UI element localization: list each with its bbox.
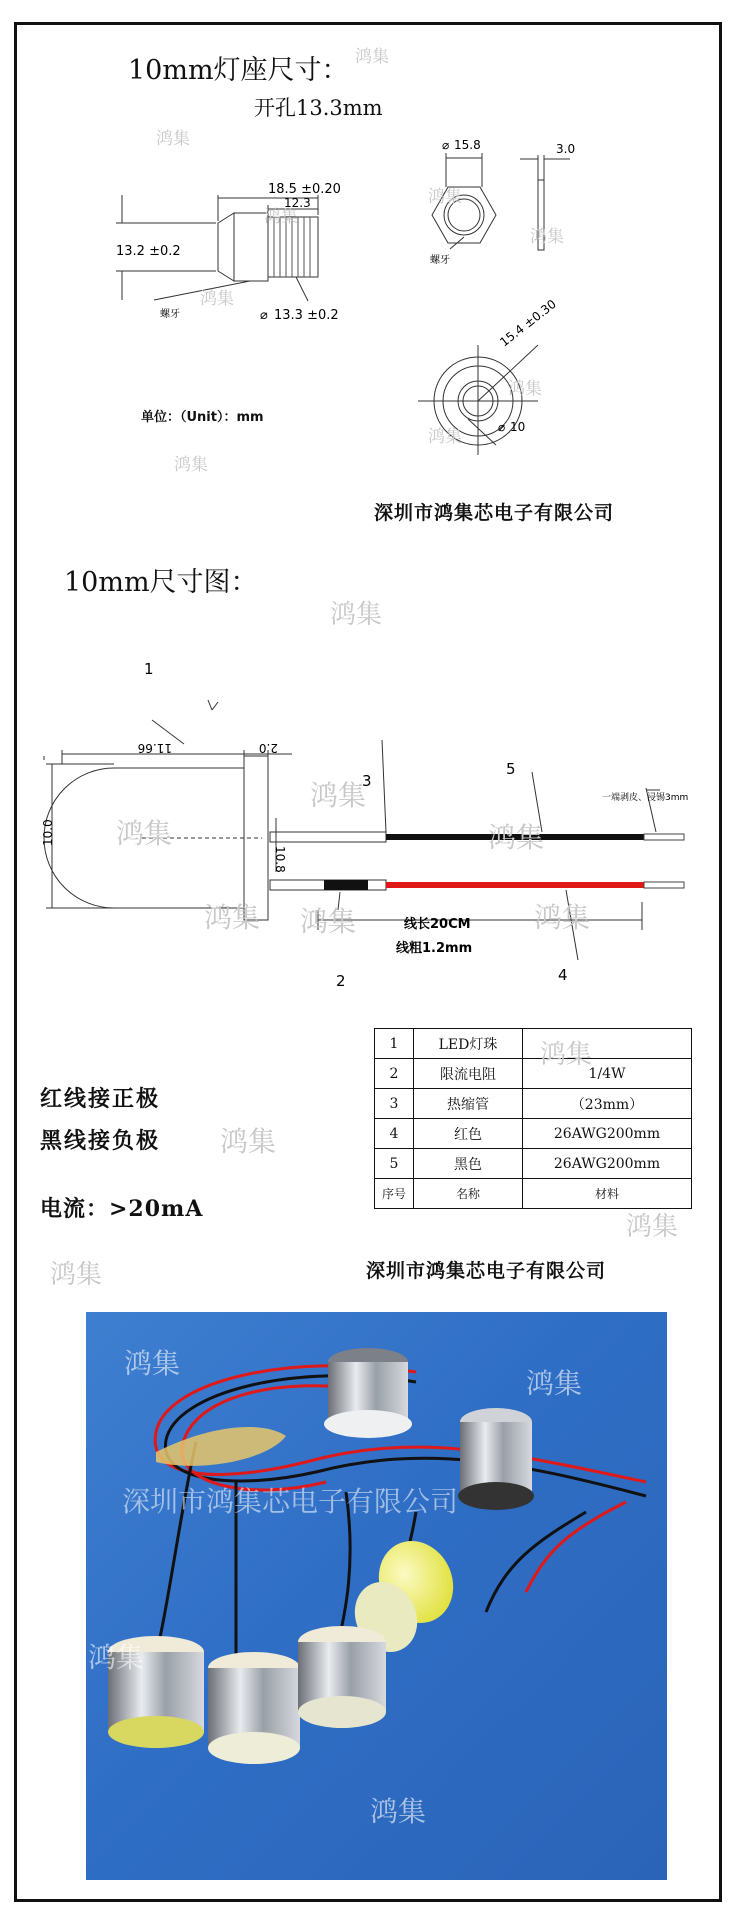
dim-flange-diameter: 10.8 <box>273 846 287 873</box>
current-note: 电流：>20mA <box>40 1196 204 1222</box>
dim-height: 13.2 ±0.2 <box>116 244 181 259</box>
watermark: 鸿集 <box>124 1347 181 1380</box>
dim-body-length: 11.66 <box>137 741 172 755</box>
watermark: 鸿集 <box>370 1795 427 1828</box>
watermark: 鸿集 <box>540 1040 593 1070</box>
watermark: 鸿集 <box>300 905 357 938</box>
socket-head-shape <box>218 213 234 281</box>
unit-label: 单位：（Unit）：mm <box>141 410 264 425</box>
watermark: 鸿集 <box>428 187 462 207</box>
table-row: 5 黑色 26AWG200mm <box>375 1149 692 1179</box>
callout-1: 1 <box>144 660 154 678</box>
section2-title: 10mm尺寸图： <box>64 567 258 598</box>
watermark: 鸿集 <box>530 227 564 247</box>
watermark: 鸿集 <box>220 1125 277 1158</box>
dim-ring-outer: 15.4 ±0.30 <box>497 296 559 350</box>
nut-thread-label: 螺牙 <box>430 255 450 266</box>
company-name-1: 深圳市鸿集芯电子有限公司 <box>374 502 615 524</box>
section1-title: 10mm灯座尺寸： <box>128 55 349 86</box>
callout-3: 3 <box>362 772 372 790</box>
table-row: 2 限流电阻 1/4W <box>375 1059 692 1089</box>
watermark: 鸿集 <box>264 207 298 227</box>
watermark: 鸿集 <box>310 779 367 812</box>
hole-size-label: 开孔13.3mm <box>254 96 383 120</box>
dim-nut-diameter: 15.8 <box>454 138 481 152</box>
watermark: 鸿集 <box>626 1212 679 1242</box>
watermark: 鸿集 <box>488 821 545 854</box>
watermark: 鸿集 <box>156 129 190 149</box>
watermark: 鸿集 <box>355 47 389 67</box>
watermark: 鸿集 <box>508 379 542 399</box>
watermark: 鸿集 <box>428 427 462 447</box>
company-name-2: 深圳市鸿集芯电子有限公司 <box>366 1260 607 1282</box>
svg-text:⌀: ⌀ <box>498 420 506 434</box>
svg-text:⌀: ⌀ <box>442 138 450 152</box>
red-wire <box>386 882 644 888</box>
watermark: 鸿集 <box>50 1260 103 1290</box>
watermark: 鸿集 <box>174 455 208 475</box>
dim-total-length: 18.5 ±0.20 <box>268 182 341 197</box>
watermark: 鸿集 <box>204 901 261 934</box>
watermark: 鸿集 <box>200 289 234 309</box>
socket-cone-shape <box>234 213 268 281</box>
watermark: 鸿集 <box>330 600 383 630</box>
red-wire-note: 红线接正极 <box>40 1086 161 1112</box>
watermark: 鸿集 <box>88 1641 145 1674</box>
dim-nut-thickness: 3.0 <box>556 142 576 156</box>
bom-table <box>374 1028 692 1209</box>
photo-watermark-company: 深圳市鸿集芯电子有限公司 <box>122 1485 459 1518</box>
dim-thread-length: 12.3 <box>284 196 311 210</box>
dim-ring-inner: 10 <box>510 420 526 434</box>
dim-led-diameter: 10.0 <box>41 819 55 846</box>
watermark: 鸿集 <box>116 817 173 850</box>
dim-thread-diameter: 13.3 ±0.2 <box>274 308 339 323</box>
led-dimension-drawing <box>22 640 722 990</box>
callout-4: 4 <box>558 966 568 984</box>
dim-flange-thickness: 2.0 <box>258 741 278 755</box>
watermark: 鸿集 <box>534 901 591 934</box>
black-wire-note: 黑线接负极 <box>40 1128 161 1154</box>
table-header-row: 序号 名称 材料 <box>375 1179 692 1209</box>
svg-text:⌀: ⌀ <box>260 308 268 323</box>
callout-5: 5 <box>506 760 516 778</box>
table-row: 3 热缩管 （23mm） <box>375 1089 692 1119</box>
wire-gauge-label: 线粗1.2mm <box>396 941 473 956</box>
callout-2: 2 <box>336 972 346 990</box>
resistor-shape <box>324 880 368 890</box>
wire-length-label: 线长20CM <box>404 917 471 932</box>
thread-label: 螺牙 <box>160 309 180 320</box>
wire-strip-note: 一端剥皮、浸锡3mm <box>602 793 689 803</box>
table-row: 1 LED灯珠 <box>375 1029 692 1059</box>
table-row: 4 红色 26AWG200mm <box>375 1119 692 1149</box>
watermark: 鸿集 <box>526 1367 583 1400</box>
